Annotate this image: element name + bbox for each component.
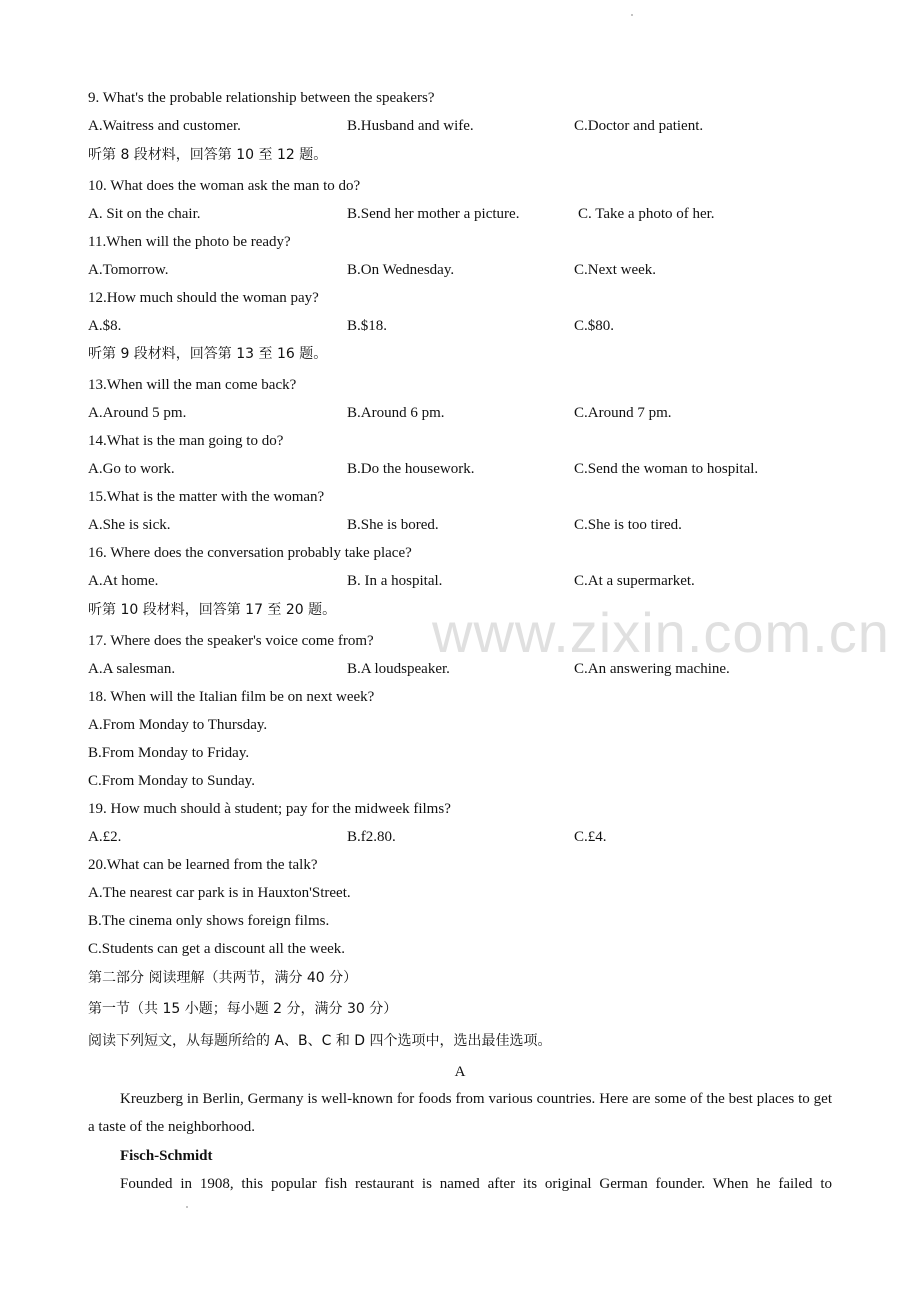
q20-option-b: B.The cinema only shows foreign films. xyxy=(88,913,330,929)
q13-option-c: C.Around 7 pm. xyxy=(574,405,672,421)
q18-option-b: B.From Monday to Friday. xyxy=(88,745,250,761)
part-2-instruction: 阅读下列短文，从每题所给的 A、B、C 和 D 四个选项中，选出最佳选项。 xyxy=(88,1033,552,1049)
q16-option-c: C.At a supermarket. xyxy=(574,573,695,589)
question-11: 11.When will the photo be ready? xyxy=(88,234,291,250)
scan-speck xyxy=(186,1206,188,1208)
part-2-title: 第二部分 阅读理解（共两节，满分 40 分） xyxy=(88,970,358,986)
question-15: 15.What is the matter with the woman? xyxy=(88,489,325,505)
passage-intro: Kreuzberg in Berlin, Germany is well-known for foods from various countries. Here are some of the best places to get a taste of the neighborhood. xyxy=(88,1091,832,1135)
q14-option-a: A.Go to work. xyxy=(88,461,175,477)
q11-option-a: A.Tomorrow. xyxy=(88,262,169,278)
q12-option-b: B.$18. xyxy=(347,318,388,334)
q17-option-b: B.A loudspeaker. xyxy=(347,661,450,677)
question-20: 20.What can be learned from the talk? xyxy=(88,857,318,873)
q10-option-b: B.Send her mother a picture. xyxy=(347,206,520,222)
q18-option-c: C.From Monday to Sunday. xyxy=(88,773,255,789)
q12-option-c: C.$80. xyxy=(574,318,615,334)
q15-option-a: A.She is sick. xyxy=(88,517,171,533)
q15-option-c: C.She is too tired. xyxy=(574,517,682,533)
question-9: 9. What's the probable relationship between the speakers? xyxy=(88,90,435,106)
q17-option-a: A.A salesman. xyxy=(88,661,176,677)
q13-option-b: B.Around 6 pm. xyxy=(347,405,445,421)
passage-body: Founded in 1908, this popular fish restaurant is named after its original German founder. When he failed to xyxy=(120,1176,832,1192)
question-12: 12.How much should the woman pay? xyxy=(88,290,319,306)
section-10-instruction: 听第 10 段材料，回答第 17 至 20 题。 xyxy=(88,602,337,618)
passage-letter: A xyxy=(454,1064,466,1080)
question-19: 19. How much should à student; pay for the midweek films? xyxy=(88,801,451,817)
q9-option-a: A.Waitress and customer. xyxy=(88,118,241,134)
section-8-instruction: 听第 8 段材料，回答第 10 至 12 题。 xyxy=(88,147,328,163)
question-17: 17. Where does the speaker's voice come from? xyxy=(88,633,374,649)
part-2-section-1-title: 第一节（共 15 小题；每小题 2 分，满分 30 分） xyxy=(88,1001,398,1017)
question-18: 18. When will the Italian film be on next week? xyxy=(88,689,375,705)
q18-option-a: A.From Monday to Thursday. xyxy=(88,717,268,733)
q15-option-b: B.She is bored. xyxy=(347,517,439,533)
q19-option-a: A.£2. xyxy=(88,829,122,845)
watermark: www.zixin.com.cn xyxy=(432,601,890,664)
q9-option-b: B.Husband and wife. xyxy=(347,118,474,134)
q10-option-c: C. Take a photo of her. xyxy=(578,206,715,222)
q20-option-c: C.Students can get a discount all the week. xyxy=(88,941,346,957)
q17-option-c: C.An answering machine. xyxy=(574,661,730,677)
section-9-instruction: 听第 9 段材料，回答第 13 至 16 题。 xyxy=(88,346,328,362)
question-10: 10. What does the woman ask the man to do? xyxy=(88,178,361,194)
q14-option-c: C.Send the woman to hospital. xyxy=(574,461,759,477)
q11-option-c: C.Next week. xyxy=(574,262,657,278)
q10-option-a: A. Sit on the chair. xyxy=(88,206,201,222)
q20-option-a: A.The nearest car park is in Hauxton'Street. xyxy=(88,885,351,901)
scan-speck xyxy=(631,14,633,16)
question-16: 16. Where does the conversation probably take place? xyxy=(88,545,412,561)
q16-option-a: A.At home. xyxy=(88,573,159,589)
q14-option-b: B.Do the housework. xyxy=(347,461,475,477)
question-14: 14.What is the man going to do? xyxy=(88,433,284,449)
q13-option-a: A.Around 5 pm. xyxy=(88,405,187,421)
q11-option-b: B.On Wednesday. xyxy=(347,262,455,278)
q9-option-c: C.Doctor and patient. xyxy=(574,118,704,134)
question-13: 13.When will the man come back? xyxy=(88,377,297,393)
passage-subheading: Fisch-Schmidt xyxy=(120,1148,213,1164)
q19-option-c: C.£4. xyxy=(574,829,607,845)
q19-option-b: B.f2.80. xyxy=(347,829,396,845)
q12-option-a: A.$8. xyxy=(88,318,122,334)
q16-option-b: B. In a hospital. xyxy=(347,573,443,589)
